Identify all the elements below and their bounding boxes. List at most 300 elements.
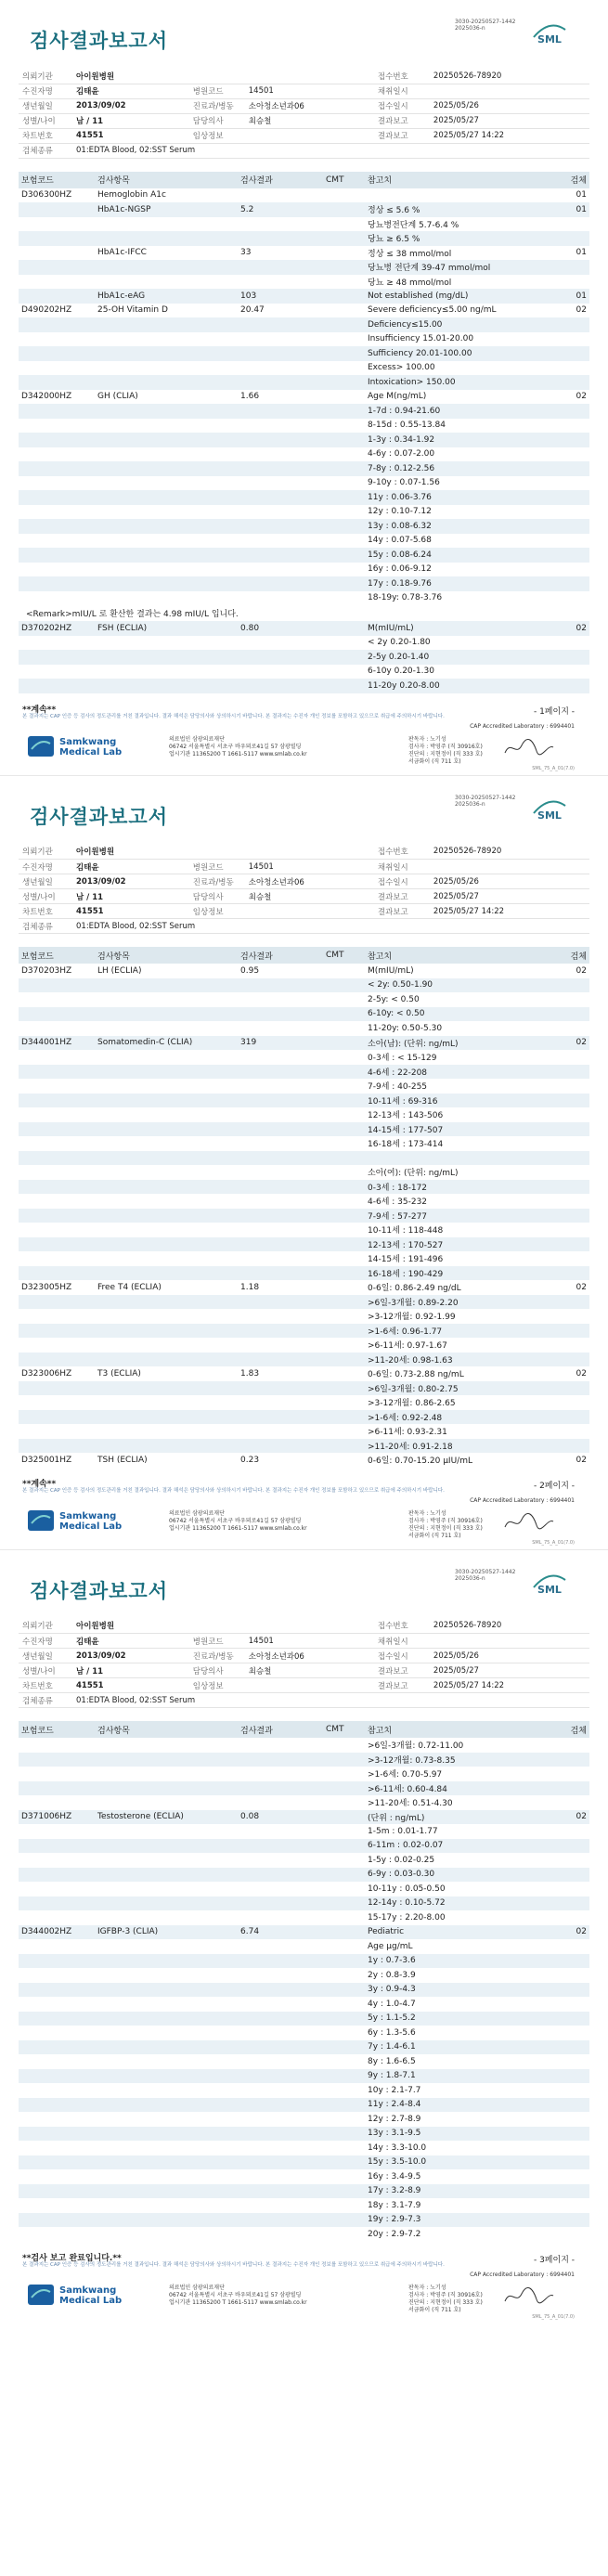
result-row <box>19 231 589 246</box>
result-code: D370202HZ <box>19 621 95 636</box>
result-value <box>238 1223 323 1237</box>
brand-name <box>59 1511 122 1532</box>
staff-line-4: 서금화이 (직 711 호) <box>408 2306 461 2313</box>
collected-label: 채취일시 <box>374 860 430 874</box>
result-value <box>238 636 323 651</box>
result-ref: 11-20y: 0.50-5.30 <box>368 1023 443 1033</box>
specimen-label: 검체종류 <box>19 143 72 158</box>
result-value <box>238 1410 323 1425</box>
result-ref: M(mIU/mL) <box>368 965 414 976</box>
document-id: SML_75_A_01(7.0) <box>532 2313 575 2320</box>
staff-line-1: 판독자 : 노기성 <box>408 2284 446 2291</box>
result-value <box>238 346 323 361</box>
result-row <box>19 519 589 534</box>
col-code: 보험코드 <box>19 1721 95 1738</box>
result-item: HbA1c-NGSP <box>95 202 238 217</box>
result-ref: >1-6세: 0.96-1.77 <box>365 1324 532 1339</box>
hospital-label: 의뢰기관 <box>19 69 72 84</box>
hospital-label: 의뢰기관 <box>19 845 72 860</box>
result-specimen <box>532 1180 589 1195</box>
result-value <box>238 2127 323 2142</box>
chart-value: 41551 <box>72 904 189 919</box>
result-ref: 17y : 0.18-9.76 <box>365 576 532 591</box>
result-item <box>95 1237 238 1252</box>
result-item <box>95 1223 238 1237</box>
result-value <box>238 404 323 419</box>
result-specimen <box>532 1954 589 1969</box>
result-row <box>19 1079 589 1094</box>
result-row <box>19 1939 589 1954</box>
collected-value <box>430 860 589 874</box>
result-ref: 13y : 3.1-9.5 <box>365 2127 532 2142</box>
result-code <box>19 1338 95 1353</box>
result-value <box>238 1954 323 1969</box>
report-title: 검사결과보고서 <box>30 30 169 52</box>
result-item <box>95 1007 238 1022</box>
result-value: 20.47 <box>240 305 265 316</box>
result-specimen <box>532 231 589 246</box>
result-specimen <box>532 679 589 693</box>
result-value <box>238 433 323 447</box>
result-ref: >6-11세: 0.97-1.67 <box>368 1341 447 1352</box>
brand-name <box>59 2285 122 2306</box>
result-cmt <box>323 2127 365 2142</box>
result-code: D325001HZ <box>21 1455 72 1465</box>
result-ref: 7-9세 : 57-277 <box>365 1209 532 1223</box>
result-cmt <box>323 1954 365 1969</box>
result-item: Free T4 (ECLIA) <box>97 1282 162 1292</box>
report-page <box>0 1549 608 2324</box>
result-specimen <box>532 1767 589 1781</box>
result-value <box>238 1107 323 1122</box>
result-value <box>238 490 323 505</box>
result-value <box>238 2169 323 2184</box>
result-cmt <box>323 1180 365 1195</box>
result-row <box>19 548 589 563</box>
result-ref: 2y : 0.8-3.9 <box>368 1970 416 1980</box>
result-ref: 당뇨병전단계 5.7-6.4 % <box>368 220 459 230</box>
result-code <box>19 202 95 217</box>
result-cmt <box>323 1853 365 1868</box>
specimen-value: 01:EDTA Blood, 02:SST Serum <box>72 919 589 934</box>
result-code: D306300HZ <box>21 190 72 201</box>
result-code <box>19 519 95 534</box>
result-ref: 4y : 1.0-4.7 <box>368 1999 416 2009</box>
result-code <box>19 2198 95 2213</box>
result-code <box>19 1395 95 1410</box>
result-value <box>238 1136 323 1151</box>
result-code <box>19 1882 95 1896</box>
result-code <box>19 1165 95 1180</box>
received-label: 접수일시 <box>374 1649 430 1663</box>
result-row <box>19 992 589 1007</box>
result-specimen: 02 <box>532 1810 589 1825</box>
result-specimen <box>532 992 589 1007</box>
result-cmt <box>323 231 365 246</box>
result-row <box>19 1381 589 1396</box>
result-value <box>238 1180 323 1195</box>
result-cmt <box>323 419 365 434</box>
result-specimen <box>532 1050 589 1065</box>
footer-caption: 본 결과지는 CAP 인증 등 검사의 정도관리를 거친 결과입니다. 결과 해석은 담당의사와 상의하시기 바랍니다. 본 결과지는 수진자 개인 정보를 포함하고 있으므로 취급에 주의하시기 바랍니다. <box>22 2261 445 2268</box>
result-ref: 6y : 1.3-5.6 <box>368 2027 416 2038</box>
result-row <box>19 505 589 520</box>
result-item <box>95 1997 238 2012</box>
result-row <box>19 1781 589 1796</box>
result-ref: >6-11세: 0.60-4.84 <box>365 1781 532 1796</box>
result-specimen: 02 <box>532 621 589 636</box>
result-cmt <box>323 1997 365 2012</box>
patient-info-table <box>19 845 589 935</box>
result-specimen <box>532 650 589 665</box>
result-item <box>95 332 238 347</box>
result-item <box>95 2184 238 2199</box>
hospital-code-label: 병원코드 <box>189 84 245 98</box>
staff-line-1: 판독자 : 노기성 <box>408 735 446 743</box>
result-value: 5.2 <box>238 202 323 217</box>
result-code <box>19 217 95 232</box>
results-header-row <box>19 947 589 964</box>
result-code: D371006HZ <box>19 1810 95 1825</box>
result-code <box>19 231 95 246</box>
result-cmt <box>323 304 365 318</box>
result-ref: 7-9세 : 40-255 <box>368 1082 428 1093</box>
result-code <box>19 1324 95 1339</box>
patient-info-table <box>19 69 589 159</box>
result-row <box>19 2054 589 2069</box>
result-code <box>19 346 95 361</box>
result-code <box>19 1853 95 1868</box>
received-label: 접수일시 <box>374 98 430 113</box>
result-cmt <box>323 563 365 577</box>
result-value: 6.74 <box>238 1925 323 1940</box>
col-item: 검사항목 <box>95 1721 238 1738</box>
result-ref: 소아(여): (단위: ng/mL) <box>368 1169 459 1179</box>
result-specimen <box>532 1795 589 1810</box>
result-code <box>19 1439 95 1454</box>
result-code <box>19 1021 95 1036</box>
result-item: LH (ECLIA) <box>97 965 142 976</box>
result-code <box>19 447 95 462</box>
result-row <box>19 2169 589 2184</box>
result-cmt <box>323 361 365 376</box>
result-code <box>19 1868 95 1883</box>
hospital-code-value: 14501 <box>245 860 374 874</box>
result-cmt <box>323 519 365 534</box>
result-cmt <box>323 548 365 563</box>
result-ref: 당뇨 ≥ 6.5 % <box>365 231 532 246</box>
result-value <box>238 1424 323 1439</box>
result-item <box>95 1983 238 1998</box>
report-header <box>19 0 589 65</box>
collected-label: 채취일시 <box>374 1634 430 1649</box>
result-row <box>19 621 589 636</box>
result-row <box>19 1910 589 1925</box>
result-row <box>19 1065 589 1080</box>
accession-label: 접수번호 <box>374 69 430 84</box>
result-cmt <box>323 621 365 636</box>
result-row <box>19 1353 589 1367</box>
result-value <box>238 1122 323 1137</box>
patient-info-table <box>19 1619 589 1709</box>
result-cmt <box>323 217 365 232</box>
result-value <box>238 2141 323 2155</box>
result-cmt <box>323 1925 365 1940</box>
result-row <box>19 2069 589 2084</box>
reported-label-2: 결과보고 <box>374 1678 430 1693</box>
result-row <box>19 1896 589 1911</box>
result-value <box>238 461 323 476</box>
result-specimen <box>532 519 589 534</box>
result-row <box>19 636 589 651</box>
result-cmt <box>323 404 365 419</box>
addr-line-3: 업시기관 11365200 T 1661-5117 www.smlab.co.kr <box>169 750 307 757</box>
result-code <box>19 2112 95 2127</box>
result-code: D344002HZ <box>19 1925 95 1940</box>
result-specimen <box>532 1997 589 2012</box>
result-specimen <box>532 361 589 376</box>
result-value <box>238 1295 323 1310</box>
result-value <box>238 1882 323 1896</box>
reported-day-value: 2025/05/27 <box>430 1663 589 1678</box>
result-value <box>238 332 323 347</box>
result-value <box>238 1353 323 1367</box>
result-item <box>95 548 238 563</box>
result-ref: >11-20세: 0.51-4.30 <box>368 1799 453 1809</box>
result-specimen <box>532 433 589 447</box>
result-cmt <box>323 1094 365 1108</box>
result-cmt <box>323 1021 365 1036</box>
result-ref <box>365 1151 532 1166</box>
result-row <box>19 246 589 261</box>
result-value <box>238 505 323 520</box>
result-value <box>238 260 323 275</box>
doctor-label: 담당의사 <box>189 889 245 904</box>
result-cmt <box>323 1968 365 1983</box>
result-specimen <box>532 1939 589 1954</box>
result-code <box>19 1410 95 1425</box>
result-cmt <box>323 1309 365 1324</box>
sml-footer-logo-icon <box>28 1510 54 1531</box>
result-specimen <box>532 2227 589 2242</box>
result-item <box>95 1151 238 1166</box>
result-ref: 2-5y: < 0.50 <box>368 994 420 1004</box>
result-item: HbA1c-eAG <box>95 289 238 304</box>
result-code <box>19 2213 95 2228</box>
result-cmt <box>323 1738 365 1753</box>
report-title: 검사결과보고서 <box>30 1579 169 1602</box>
result-cmt <box>323 576 365 591</box>
result-ref: 14-15세 : 177-507 <box>365 1122 532 1137</box>
result-code <box>19 1738 95 1753</box>
result-item <box>95 490 238 505</box>
result-value <box>238 591 323 606</box>
result-cmt <box>323 534 365 549</box>
result-item <box>95 1165 238 1180</box>
result-item <box>95 2127 238 2142</box>
result-code <box>19 1968 95 1983</box>
result-code <box>19 2155 95 2170</box>
result-specimen <box>532 1209 589 1223</box>
collected-value <box>430 84 589 98</box>
result-item <box>95 636 238 651</box>
result-ref: 7-8y : 0.12-2.56 <box>365 461 532 476</box>
result-item <box>95 1136 238 1151</box>
result-item <box>95 2083 238 2098</box>
reported-day-value: 2025/05/27 <box>430 113 589 128</box>
result-ref: 1-5m : 0.01-1.77 <box>368 1826 438 1836</box>
result-code: D323005HZ <box>21 1282 72 1292</box>
birth-label: 생년월일 <box>19 874 72 889</box>
result-specimen <box>532 2040 589 2055</box>
result-cmt <box>323 2083 365 2098</box>
result-code <box>19 2169 95 2184</box>
result-row <box>19 1324 589 1339</box>
result-item <box>95 447 238 462</box>
result-item <box>95 1795 238 1810</box>
signature-icon <box>501 1510 557 1533</box>
result-specimen <box>532 346 589 361</box>
result-item <box>95 1295 238 1310</box>
result-cmt <box>323 1868 365 1883</box>
result-row <box>19 1824 589 1839</box>
result-ref: 4-6세 : 35-232 <box>368 1197 428 1208</box>
result-cmt <box>323 1136 365 1151</box>
result-code <box>19 650 95 665</box>
result-cmt <box>323 978 365 993</box>
result-ref: 18-19y: 0.78-3.76 <box>368 593 443 603</box>
result-cmt <box>323 1366 365 1381</box>
logo-text: SML <box>537 1583 562 1596</box>
result-code <box>19 576 95 591</box>
result-ref: 0-6일: 0.73-2.88 ng/mL <box>368 1370 464 1380</box>
result-ref: 20y : 2.9-7.2 <box>368 2229 421 2239</box>
result-code <box>19 317 95 332</box>
footer-status: **계속** <box>22 705 57 715</box>
result-cmt <box>323 2227 365 2242</box>
result-specimen <box>532 1839 589 1854</box>
col-result: 검사결과 <box>238 947 323 964</box>
result-value <box>238 1007 323 1022</box>
result-code <box>19 260 95 275</box>
result-value <box>238 1983 323 1998</box>
result-code <box>19 1939 95 1954</box>
result-row <box>19 1007 589 1022</box>
specimen-value: 01:EDTA Blood, 02:SST Serum <box>72 1693 589 1708</box>
result-cmt <box>323 1824 365 1839</box>
result-row <box>19 576 589 591</box>
result-value <box>238 217 323 232</box>
result-code <box>19 490 95 505</box>
result-item <box>95 375 238 390</box>
result-code <box>19 2026 95 2040</box>
accession-label: 접수번호 <box>374 845 430 860</box>
result-specimen <box>532 275 589 290</box>
result-cmt <box>323 1939 365 1954</box>
result-value <box>238 2083 323 2098</box>
result-item <box>95 2026 238 2040</box>
result-row <box>19 1853 589 1868</box>
sex-age-label: 성별/나이 <box>19 113 72 128</box>
reported-day-value: 2025/05/27 <box>430 889 589 904</box>
result-cmt <box>323 636 365 651</box>
result-cmt <box>323 1209 365 1223</box>
collected-value <box>430 1634 589 1649</box>
result-ref: >11-20세: 0.98-1.63 <box>365 1353 532 1367</box>
result-value <box>238 2026 323 2040</box>
result-specimen <box>532 2083 589 2098</box>
result-code <box>19 361 95 376</box>
result-value: 0.95 <box>240 965 260 976</box>
result-code <box>19 665 95 680</box>
result-cmt <box>323 1910 365 1925</box>
result-ref: 6-10y: < 0.50 <box>365 1007 532 1022</box>
chart-value: 41551 <box>72 128 189 143</box>
result-cmt <box>323 1280 365 1295</box>
staff-line-4: 서금화이 (직 711 호) <box>408 1532 461 1539</box>
result-ref <box>365 188 532 203</box>
result-cmt <box>323 246 365 261</box>
result-ref: 6-10y 0.20-1.30 <box>368 667 434 677</box>
result-value <box>238 563 323 577</box>
result-row <box>19 591 589 606</box>
page-number: - 3페이지 - <box>533 2255 575 2265</box>
result-item <box>95 2169 238 2184</box>
result-value <box>238 1324 323 1339</box>
result-specimen <box>532 317 589 332</box>
brand-line-1: Samkwang <box>59 736 117 747</box>
result-specimen <box>532 404 589 419</box>
result-ref: 정상 ≤ 5.6 % <box>365 202 532 217</box>
result-code <box>19 1781 95 1796</box>
result-code <box>19 1954 95 1969</box>
result-ref: Excess> 100.00 <box>368 363 435 373</box>
hospital-code-label: 병원코드 <box>189 1634 245 1649</box>
result-item <box>95 1767 238 1781</box>
result-specimen <box>532 447 589 462</box>
result-item <box>95 1882 238 1896</box>
result-ref: 10-11세 : 118-448 <box>368 1226 444 1236</box>
chart-value: 41551 <box>72 1678 189 1693</box>
result-row <box>19 447 589 462</box>
staff-line-3: 진단의 : 지현정이 (직 333 호) <box>408 750 483 757</box>
col-code: 보험코드 <box>19 172 95 188</box>
result-cmt <box>323 202 365 217</box>
result-specimen <box>532 1910 589 1925</box>
result-ref: 17y : 3.2-8.9 <box>365 2184 532 2199</box>
addr-line-2: 06742 서울특별시 서초구 바우뫼로41길 57 삼광빌딩 <box>169 2291 302 2298</box>
result-value <box>238 1439 323 1454</box>
result-specimen <box>532 2198 589 2213</box>
footer-status: **검사 보고 완료입니다.** <box>22 2253 122 2263</box>
result-specimen <box>532 591 589 606</box>
result-specimen <box>532 1007 589 1022</box>
result-row <box>19 476 589 491</box>
reported-label-2: 결과보고 <box>374 904 430 919</box>
hospital-code-value: 14501 <box>245 1634 374 1649</box>
result-cmt <box>323 2026 365 2040</box>
result-item <box>95 1439 238 1454</box>
addr-line-2: 06742 서울특별시 서초구 바우뫼로41길 57 삼광빌딩 <box>169 1517 302 1524</box>
cap-accreditation: CAP Accredited Laboratory : 6994401 <box>470 722 575 730</box>
result-code: D342000HZ <box>21 392 72 402</box>
result-value <box>238 2098 323 2113</box>
result-item <box>95 1338 238 1353</box>
result-value <box>238 576 323 591</box>
result-cmt <box>323 1753 365 1767</box>
result-cmt <box>323 2169 365 2184</box>
result-value: 0.08 <box>238 1810 323 1825</box>
